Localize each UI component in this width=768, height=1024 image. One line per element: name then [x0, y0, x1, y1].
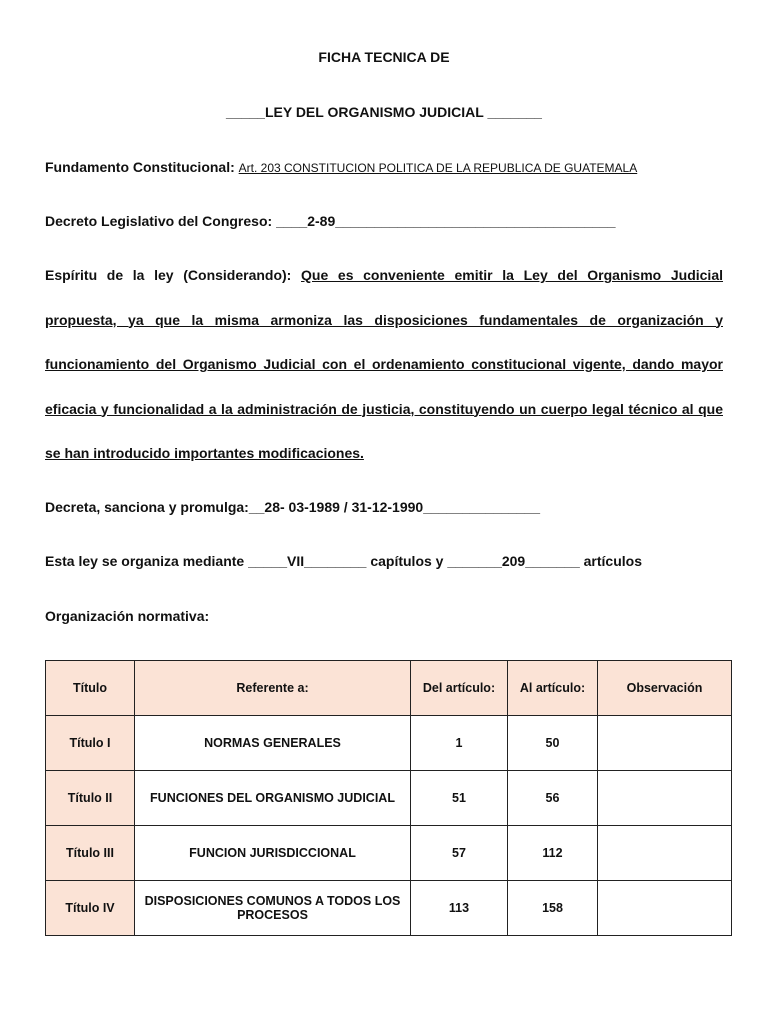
table-row	[46, 881, 732, 936]
table-row	[46, 771, 732, 826]
organiza-middle: capítulos y	[366, 553, 448, 569]
header-del-articulo: Del artículo:	[411, 661, 508, 716]
organizacion-table	[45, 660, 732, 936]
organiza-articulos: _______209_______	[447, 553, 580, 569]
cell-titulo: Título III	[46, 826, 135, 881]
cell-del: 113	[411, 881, 508, 936]
promulga-value: __28- 03-1989 / 31-12-1990_______________	[248, 499, 540, 515]
cell-al: 56	[508, 771, 598, 826]
table-row	[46, 716, 732, 771]
table-header-row	[46, 661, 732, 716]
cell-referente: NORMAS GENERALES	[135, 716, 411, 771]
law-name: _____LEY DEL ORGANISMO JUDICIAL _______	[226, 104, 542, 120]
cell-referente: FUNCION JURISDICCIONAL	[135, 826, 411, 881]
espiritu-value: Que es conveniente emitir la Ley del Organismo Judicial propuesta, ya que la misma armoniza las disposiciones fundamentales de organización y funcionamiento del Organismo Judicial con el ordenamiento constitucional vigente, dando mayor eficacia y funcionalidad a la administración de justicia, constituyendo un cuerpo legal técnico al que se han introducido importantes modificaciones.	[45, 267, 723, 461]
table-row	[46, 826, 732, 881]
cell-titulo: Título II	[46, 771, 135, 826]
cell-del: 51	[411, 771, 508, 826]
fundamento-row	[45, 159, 637, 175]
organiza-capitulos: _____VII________	[248, 553, 367, 569]
organiza-row	[45, 553, 642, 569]
cell-titulo: Título I	[46, 716, 135, 771]
header-observacion: Observación	[598, 661, 732, 716]
fundamento-value: Art. 203 CONSTITUCION POLITICA DE LA REPUBLICA DE GUATEMALA	[238, 161, 638, 175]
cell-titulo: Título IV	[46, 881, 135, 936]
organiza-suffix: artículos	[579, 553, 642, 569]
cell-referente: DISPOSICIONES COMUNOS A TODOS LOS PROCESOS	[135, 881, 411, 936]
fundamento-label: Fundamento Constitucional:	[45, 159, 235, 175]
promulga-row	[45, 499, 540, 515]
promulga-label: Decreta, sanciona y promulga:	[45, 499, 249, 515]
cell-observacion	[598, 716, 732, 771]
cell-observacion	[598, 826, 732, 881]
organizacion-label: Organización normativa:	[45, 608, 210, 624]
cell-referente: FUNCIONES DEL ORGANISMO JUDICIAL	[135, 771, 411, 826]
cell-observacion	[598, 771, 732, 826]
decreto-label: Decreto Legislativo del Congreso:	[45, 213, 277, 229]
espiritu-paragraph	[45, 253, 723, 476]
header-al-articulo: Al artículo:	[508, 661, 598, 716]
cell-al: 158	[508, 881, 598, 936]
cell-observacion	[598, 881, 732, 936]
header-referente: Referente a:	[135, 661, 411, 716]
decreto-row	[45, 213, 616, 229]
organiza-prefix: Esta ley se organiza mediante	[45, 553, 249, 569]
cell-al: 50	[508, 716, 598, 771]
cell-del: 57	[411, 826, 508, 881]
espiritu-label: Espíritu de la ley (Considerando):	[45, 267, 302, 283]
cell-del: 1	[411, 716, 508, 771]
decreto-value: ____2-89____________________________________	[276, 213, 616, 229]
header-titulo: Título	[46, 661, 135, 716]
cell-al: 112	[508, 826, 598, 881]
document-title: FICHA TECNICA DE	[318, 49, 450, 65]
